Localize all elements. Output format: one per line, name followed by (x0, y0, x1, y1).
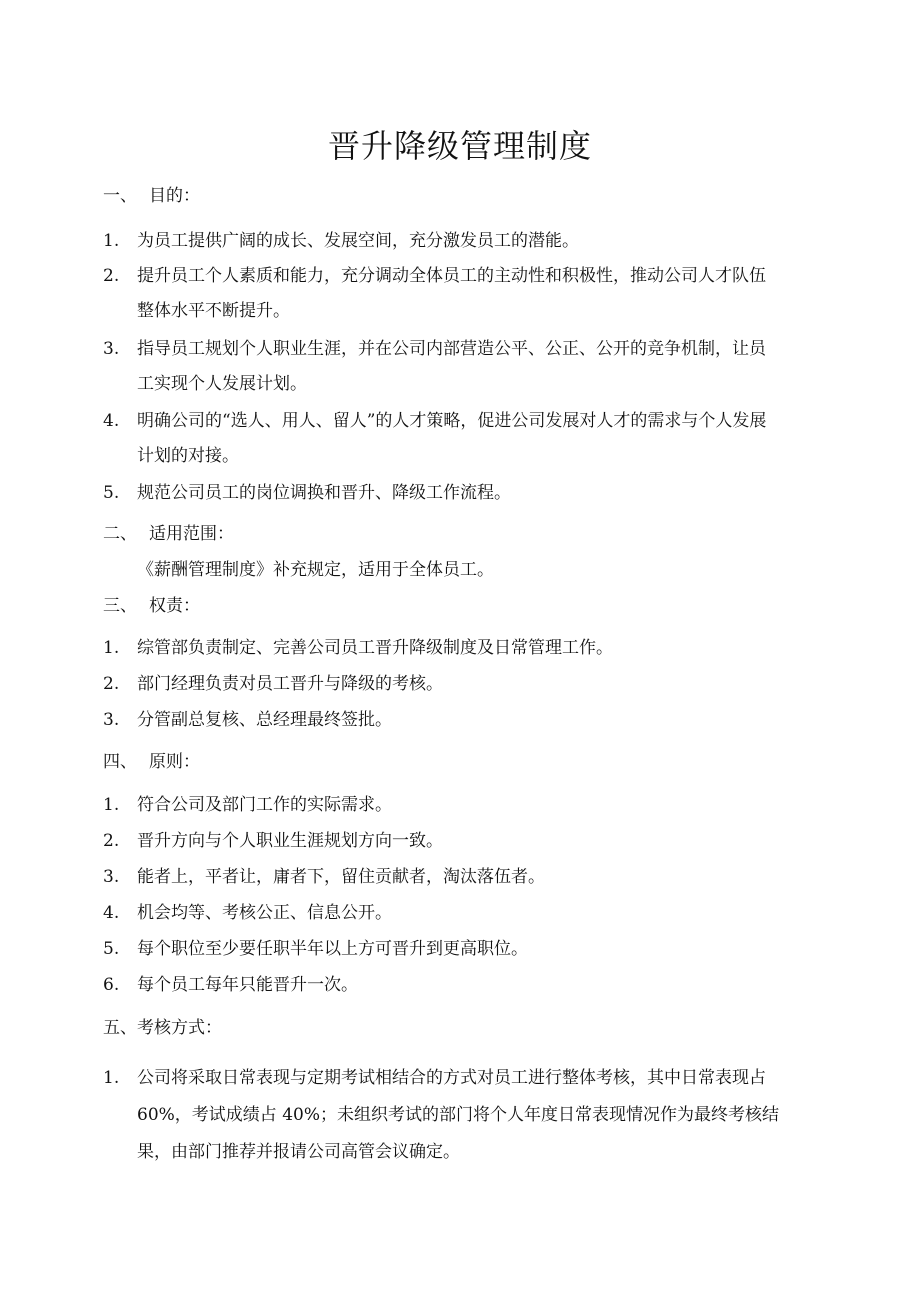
list-item: 机会均等、考核公正、信息公开。 (137, 903, 392, 923)
list-number: 1. (103, 795, 120, 815)
section-heading-purpose (103, 184, 200, 208)
list-number: 4. (103, 411, 120, 431)
section-title: 权责： (149, 596, 200, 616)
section-heading-assessment (103, 1016, 222, 1040)
list-item: 公司将采取日常表现与定期考试相结合的方式对员工进行整体考核，其中日常表现占 (137, 1068, 766, 1088)
list-number: 3. (103, 339, 120, 359)
section-marker: 一、 (103, 186, 137, 206)
list-item: 为员工提供广阔的成长、发展空间，充分激发员工的潜能。 (137, 231, 579, 251)
list-item-continuation: 整体水平不断提升。 (137, 301, 290, 321)
list-number: 1. (103, 231, 120, 251)
list-number: 3. (103, 710, 120, 730)
list-number: 2. (103, 266, 120, 286)
list-item: 每个职位至少要任职半年以上方可晋升到更高职位。 (137, 939, 528, 959)
list-number: 6. (103, 975, 120, 995)
list-item: 指导员工规划个人职业生涯，并在公司内部营造公平、公正、公开的竞争机制，让员 (137, 339, 766, 359)
list-number: 4. (103, 903, 120, 923)
list-item: 符合公司及部门工作的实际需求。 (137, 795, 392, 815)
list-item: 提升员工个人素质和能力，充分调动全体员工的主动性和积极性，推动公司人才队伍 (137, 266, 766, 286)
section-marker: 五、 (103, 1018, 137, 1038)
list-item: 能者上，平者让，庸者下，留住贡献者，淘汰落伍者。 (137, 867, 545, 887)
section-title: 原则： (149, 752, 200, 772)
list-item-continuation: 工实现个人发展计划。 (137, 374, 307, 394)
section-title: 适用范围： (149, 524, 234, 544)
section-heading-principles (103, 750, 200, 774)
section-heading-scope (103, 522, 234, 546)
section-marker: 四、 (103, 752, 137, 772)
list-item: 部门经理负责对员工晋升与降级的考核。 (137, 674, 443, 694)
list-item: 明确公司的“选人、用人、留人”的人才策略，促进公司发展对人才的需求与个人发展 (137, 411, 767, 431)
list-item-continuation: 60%，考试成绩占 40%；未组织考试的部门将个人年度日常表现情况作为最终考核结 (137, 1105, 779, 1125)
list-number: 5. (103, 483, 120, 503)
list-item-continuation: 计划的对接。 (137, 446, 239, 466)
page-title: 晋升降级管理制度 (327, 127, 592, 165)
section-marker: 三、 (103, 596, 137, 616)
section-title: 目的： (149, 186, 200, 206)
list-number: 3. (103, 867, 120, 887)
section-heading-responsibility (103, 594, 200, 618)
list-number: 2. (103, 831, 120, 851)
list-number: 5. (103, 939, 120, 959)
list-number: 2. (103, 674, 120, 694)
list-item: 综管部负责制定、完善公司员工晋升降级制度及日常管理工作。 (137, 638, 613, 658)
section-marker: 二、 (103, 524, 137, 544)
scope-body: 《薪酬管理制度》补充规定，适用于全体员工。 (137, 560, 494, 580)
list-number: 1. (103, 1068, 120, 1088)
list-number: 1. (103, 638, 120, 658)
list-item: 分管副总复核、总经理最终签批。 (137, 710, 392, 730)
section-title: 考核方式： (137, 1018, 222, 1038)
list-item: 每个员工每年只能晋升一次。 (137, 975, 358, 995)
list-item: 晋升方向与个人职业生涯规划方向一致。 (137, 831, 443, 851)
list-item: 规范公司员工的岗位调换和晋升、降级工作流程。 (137, 483, 511, 503)
list-item-continuation: 果，由部门推荐并报请公司高管会议确定。 (137, 1142, 460, 1162)
